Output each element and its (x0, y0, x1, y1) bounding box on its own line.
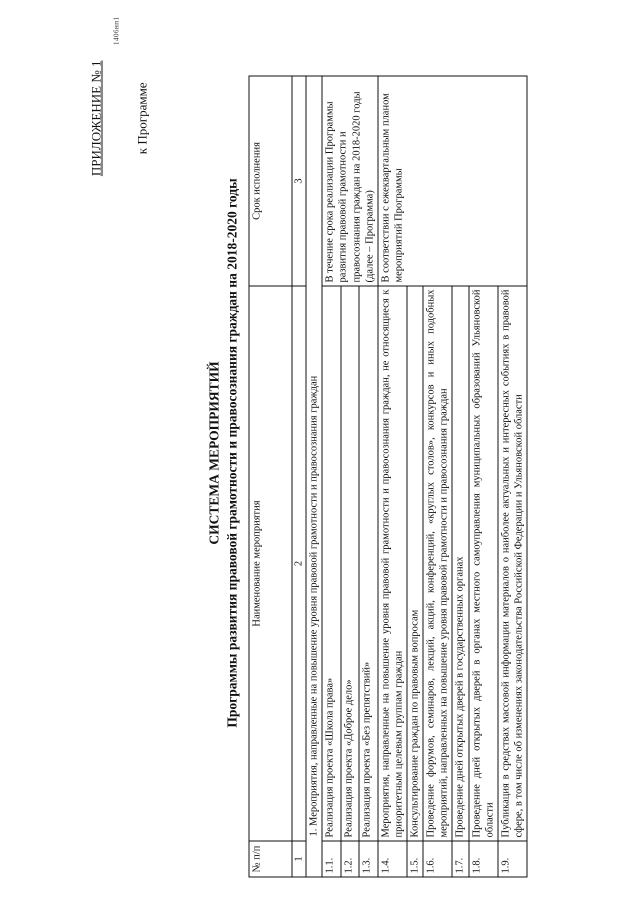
row-number: 1.9. (497, 841, 526, 877)
column-number: 1 (292, 841, 306, 877)
section-title: 1. Мероприятия, направленные на повышение уровня правовой грамотности и правосознания граждан (306, 76, 322, 877)
row-name: Реализация проекта «Без препятствий» (359, 286, 378, 841)
appendix-reference: к Программе (133, 81, 149, 154)
document-subtitle: Программы развития правовой грамотности и правосознания граждан на 2018-2020 годы (224, 177, 240, 728)
row-number: 1.5. (407, 841, 423, 877)
column-number: 3 (292, 76, 306, 286)
column-number: 2 (292, 286, 306, 841)
document-title: СИСТЕМА МЕРОПРИЯТИЙ (206, 360, 221, 545)
row-number: 1.2. (340, 841, 359, 877)
row-name: Реализация проекта «Доброе дело» (340, 286, 359, 841)
appendix-number: ПРИЛОЖЕНИЕ № 1 (88, 60, 103, 176)
row-term: В течение срока реализации Программы развития правовой грамотности и правосознания граждан на 2018-2020 годы (далее – Программа) (322, 76, 378, 286)
row-term: В соответствии с ежеквартальным планом мероприятий Программы (377, 76, 526, 286)
row-number: 1.6. (423, 841, 452, 877)
row-number: 1.7. (452, 841, 468, 877)
table-row (377, 76, 406, 877)
header-name: Наименование мероприятия (249, 286, 292, 841)
appendix-label (88, 60, 149, 176)
table-header-row (249, 76, 292, 877)
row-name: Публикация в средствах массовой информации материалов о наиболее актуальных и интересных событиях в правовой сфере, в том числе об изменениях законодательства Российской Федерации и Ульяновской области (497, 286, 526, 841)
header-number: № п/п (249, 841, 292, 877)
document-heading (205, 80, 241, 825)
document-stamp: 1406нп1 (112, 16, 120, 45)
table-row (322, 76, 341, 877)
column-number-row (292, 76, 306, 877)
row-name: Проведение форумов, семинаров, лекций, акций, конференций, «круглых столов», конкурсов и иных подобных мероприятий, направленных на повышение уровня правовой грамотности и правосознания граждан (423, 286, 452, 841)
row-name: Реализация проекта «Школа права» (322, 286, 341, 841)
row-name: Проведение дней открытых дверей в государственных органах (452, 286, 468, 841)
measures-table (248, 75, 527, 877)
header-term: Срок исполнения (249, 76, 292, 286)
row-number: 1.1. (322, 841, 341, 877)
row-name: Проведение дней открытых дверей в органах местного самоуправления муниципальных образований Ульяновской области (468, 286, 497, 841)
section-row (306, 76, 322, 877)
row-number: 1.3. (359, 841, 378, 877)
row-number: 1.4. (377, 841, 406, 877)
row-name: Мероприятия, направленные на повышение уровня правовой грамотности и правосознания граждан, не относящиеся к приоритетным целевым группам граждан (377, 286, 406, 841)
row-number: 1.8. (468, 841, 497, 877)
row-name: Консультирование граждан по правовым вопросам (407, 286, 423, 841)
